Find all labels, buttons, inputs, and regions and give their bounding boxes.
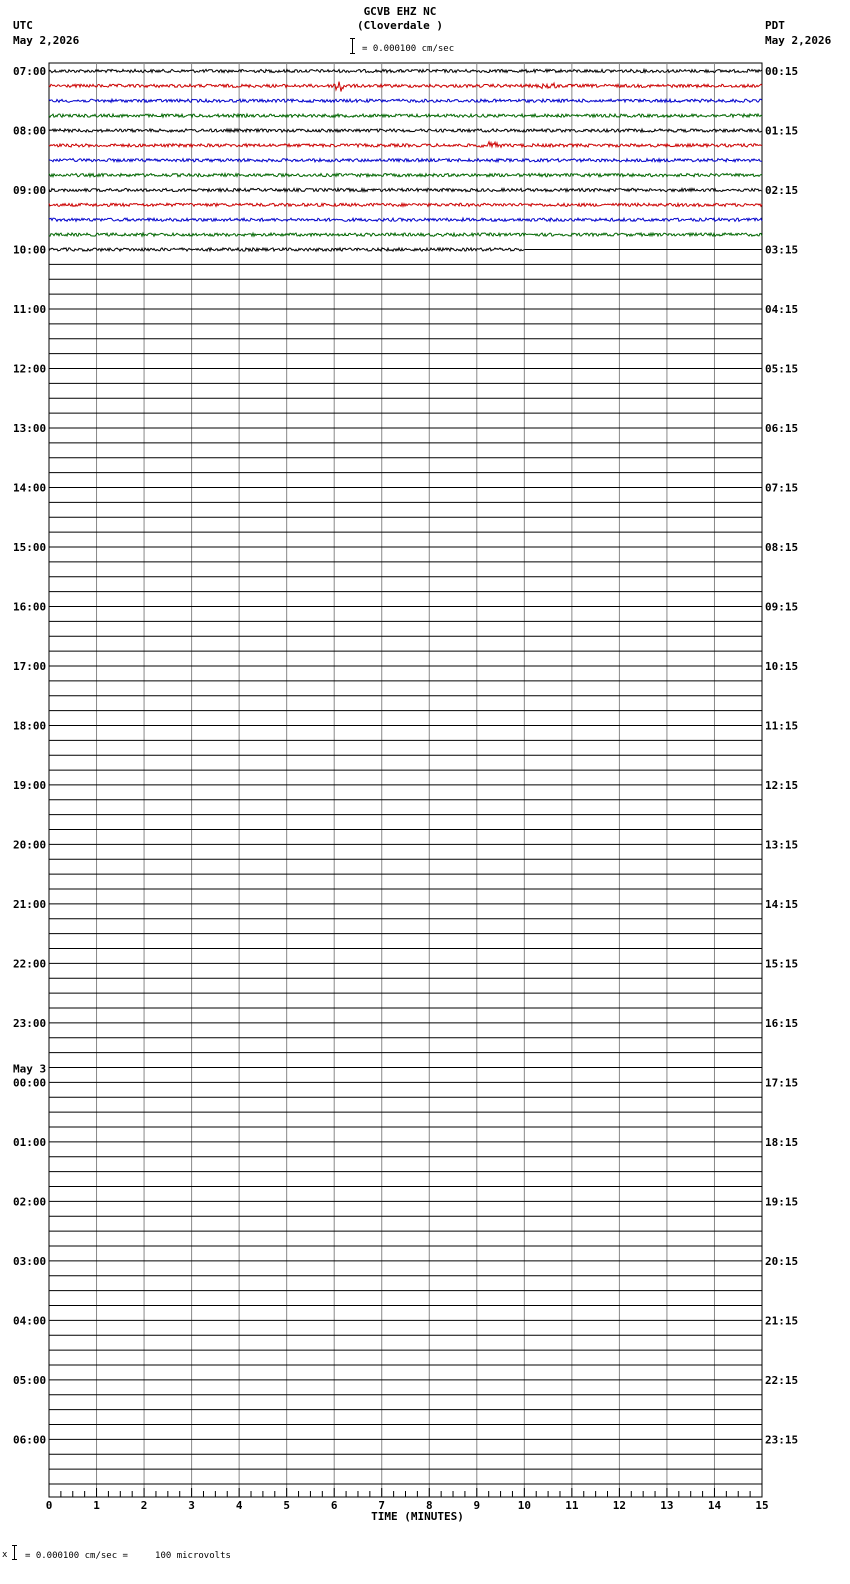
- pdt-hour-label: 09:15: [765, 600, 799, 614]
- pdt-hour-label: 22:15: [765, 1373, 799, 1387]
- left-timezone: UTC: [13, 19, 33, 32]
- x-tick-label: 9: [473, 1499, 481, 1512]
- utc-hour-label: 02:00: [13, 1195, 47, 1209]
- pdt-hour-label: 01:15: [765, 124, 799, 138]
- pdt-hour-label: 04:15: [765, 302, 799, 316]
- utc-hour-label: 20:00: [13, 838, 47, 852]
- x-tick-label: 5: [283, 1499, 290, 1512]
- scale-label: = 0.000100 cm/sec: [362, 44, 455, 54]
- utc-hour-label: 09:00: [13, 183, 47, 197]
- pdt-hour-label: 14:15: [765, 897, 799, 911]
- utc-hour-label: 10:00: [13, 243, 47, 257]
- pdt-hour-label: 23:15: [765, 1433, 799, 1447]
- x-tick-label: 14: [707, 1499, 722, 1512]
- station-title: GCVB EHZ NC: [363, 5, 437, 18]
- pdt-hour-label: 05:15: [765, 362, 799, 376]
- utc-hour-label: 21:00: [13, 897, 47, 911]
- pdt-hour-label: 12:15: [765, 778, 799, 792]
- footer-scale-bar-icon: [12, 1545, 17, 1560]
- x-tick-label: 6: [330, 1499, 338, 1512]
- utc-hour-label: 22:00: [13, 957, 47, 971]
- utc-hour-label: 23:00: [13, 1016, 47, 1030]
- pdt-hour-label: 17:15: [765, 1076, 799, 1090]
- seismic-trace: [49, 203, 762, 206]
- seismic-trace: [49, 129, 762, 132]
- pdt-hour-label: 02:15: [765, 183, 799, 197]
- seismic-trace: [49, 142, 762, 148]
- x-tick-label: 7: [378, 1499, 386, 1512]
- x-tick-label: 2: [140, 1499, 148, 1512]
- pdt-hour-label: 00:15: [765, 65, 799, 78]
- x-axis-title: TIME (MINUTES): [371, 1510, 464, 1523]
- pdt-hour-label: 11:15: [765, 719, 799, 733]
- pdt-hour-label: 03:15: [765, 243, 799, 257]
- utc-hour-label: 06:00: [13, 1433, 47, 1447]
- seismic-trace: [49, 218, 762, 221]
- pdt-hour-label: 15:15: [765, 957, 799, 971]
- seismic-trace: [49, 174, 762, 177]
- x-tick-label: 1: [93, 1499, 100, 1512]
- seismic-trace: [49, 188, 762, 191]
- utc-hour-label: 07:00: [13, 65, 47, 78]
- plot-frame: [49, 63, 762, 1497]
- x-tick-label: 11: [565, 1499, 579, 1512]
- x-tick-label: 4: [235, 1499, 243, 1512]
- x-tick-label: 8: [425, 1499, 433, 1512]
- pdt-hour-label: 13:15: [765, 838, 799, 852]
- utc-hour-label: 18:00: [13, 719, 47, 733]
- utc-hour-label: 04:00: [13, 1314, 47, 1328]
- utc-hour-label: 03:00: [13, 1254, 47, 1268]
- footer-scale-note: = 0.000100 cm/sec = 100 microvolts: [25, 1551, 231, 1561]
- utc-hour-label: 14:00: [13, 481, 47, 495]
- x-tick-label: 15: [755, 1499, 769, 1512]
- pdt-hour-label: 18:15: [765, 1135, 799, 1149]
- day-change-label: May 3: [13, 1062, 47, 1076]
- seismic-trace: [49, 99, 762, 102]
- x-tick-label: 13: [660, 1499, 674, 1512]
- footer-corner-mark: x: [2, 1550, 8, 1560]
- right-date: May 2,2026: [765, 34, 832, 47]
- utc-hour-label: 15:00: [13, 540, 47, 554]
- seismic-trace: [49, 114, 762, 117]
- x-tick-label: 10: [517, 1499, 531, 1512]
- pdt-hour-label: 16:15: [765, 1016, 799, 1030]
- utc-hour-label: 16:00: [13, 600, 47, 614]
- x-tick-label: 3: [188, 1499, 195, 1512]
- utc-hour-label: 11:00: [13, 302, 47, 316]
- seismic-trace: [49, 82, 762, 92]
- utc-hour-label: 01:00: [13, 1135, 47, 1149]
- utc-hour-label: 17:00: [13, 659, 47, 673]
- pdt-hour-label: 06:15: [765, 421, 799, 435]
- right-timezone: PDT: [765, 19, 785, 32]
- x-tick-label: 0: [45, 1499, 53, 1512]
- x-tick-label: 12: [612, 1499, 627, 1512]
- pdt-hour-label: 19:15: [765, 1195, 799, 1209]
- pdt-hour-label: 10:15: [765, 659, 799, 673]
- utc-hour-label: 12:00: [13, 362, 47, 376]
- utc-hour-label: 08:00: [13, 124, 47, 138]
- utc-hour-label: 05:00: [13, 1373, 47, 1387]
- seismic-trace: [49, 233, 762, 236]
- utc-hour-label: 00:00: [13, 1076, 47, 1090]
- pdt-hour-label: 07:15: [765, 481, 799, 495]
- utc-hour-label: 19:00: [13, 778, 47, 792]
- seismic-trace: [49, 159, 762, 162]
- pdt-hour-label: 20:15: [765, 1254, 799, 1268]
- pdt-hour-label: 21:15: [765, 1314, 799, 1328]
- utc-hour-label: 13:00: [13, 421, 47, 435]
- left-date: May 2,2026: [13, 34, 80, 47]
- pdt-hour-label: 08:15: [765, 540, 799, 554]
- station-location: (Cloverdale ): [356, 19, 444, 32]
- seismic-trace: [49, 69, 762, 72]
